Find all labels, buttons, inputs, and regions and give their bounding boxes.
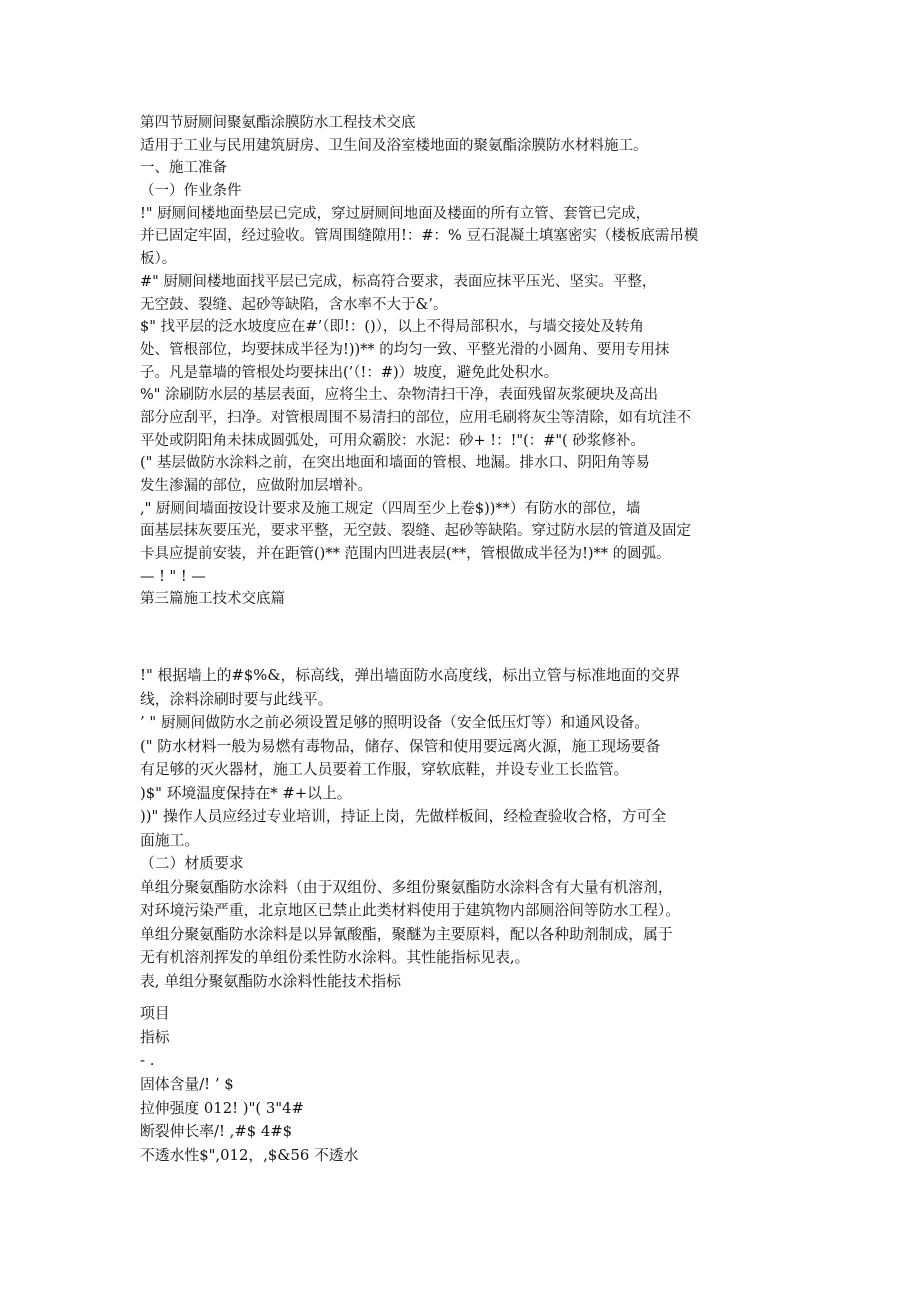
table-header-index: 指标 — [140, 1028, 170, 1046]
spec-table-text — [140, 1002, 780, 1168]
text-line: 无空鼓、裂缝、起砂等缺陷，含水率不大于&’。 — [140, 296, 448, 313]
table-caption: 表, 单组分聚氨酯防水涂料性能技术指标 — [140, 972, 401, 990]
text-line: 平处或阴阳角未抹成圆弧处，可用众霸胶：水泥：砂+ !：!"(：#"( 砂浆修补。 — [140, 432, 645, 449]
text-section-lower — [140, 664, 780, 993]
text-line: 并已固定牢固，经过验收。管周围缝隙用!：#：% 豆石混凝土填塞密实（楼板底需吊模 — [140, 228, 699, 245]
text-line: ))" 操作人员应经过专业培训，持证上岗，先做样板间，经检查验收合格，方可全 — [140, 808, 667, 825]
text-line: 单组分聚氨酯防水涂料（由于双组份、多组份聚氨酯防水涂料含有大量有机溶剂， — [140, 878, 673, 896]
subheading-conditions: （一）作业条件 — [140, 183, 242, 200]
text-line: (" 防水材料一般为易燃有毒物品，储存、保管和使用要远离火源，施工现场要备 — [140, 737, 661, 755]
running-header: 第三篇施工技术交底篇 — [140, 591, 285, 608]
text-line: 处、管根部位，均要抹成半径为!))** 的均匀一致、平整光滑的小圆角、要用专用抹 — [140, 341, 670, 358]
text-line: 无有机溶剂挥发的单组份柔性防水涂料。其性能指标见表,。 — [140, 949, 530, 966]
table-row: 拉伸强度 012! )"( 3"4# — [140, 1099, 304, 1117]
text-line: $" 找平层的泛水坡度应在#’（即!：()），以上不得局部积水，与墙交接处及转角 — [140, 319, 644, 336]
table-row: 断裂伸长率/! ,#$ 4#$ — [140, 1123, 293, 1141]
text-line: 部分应刮平，扫净。对管根周围不易清扫的部位，应用毛刷将灰尘等清除，如有坑洼不 — [140, 409, 691, 426]
text-line: ," 厨厕间墙面按设计要求及施工规定（四周至少上卷$))**）有防水的部位，墙 — [140, 500, 641, 517]
text-line: %" 涂刷防水层的基层表面，应将尘土、杂物清扫干净，表面残留灰浆硬块及高出 — [140, 387, 659, 404]
text-line: !" 厨厕间楼地面垫层已完成，穿过厨厕间地面及楼面的所有立管、套管已完成， — [140, 205, 651, 222]
text-line: 发生渗漏的部位，应做附加层增补。 — [140, 478, 372, 494]
subheading-materials: （二）材质要求 — [140, 855, 244, 872]
text-line: 卡具应提前安装，并在距管()** 范围内凹进表层(**，管根做成半径为!)** 的圆弧。 — [140, 546, 671, 563]
text-line: (" 基层做防水涂料之前，在突出地面和墙面的管根、地漏。排水口、阴阳角等易 — [140, 455, 650, 472]
heading-preparation: 一、施工准备 — [140, 160, 227, 177]
page-number: — ! " ! — — [140, 568, 206, 585]
text-line: #" 厨厕间楼地面找平层已完成，标高符合要求，表面应抹平压光、坚实。平整， — [140, 273, 657, 290]
section-title: 第四节厨厕间聚氨酯涂膜防水工程技术交底 — [140, 115, 416, 131]
scope-paragraph: 适用于工业与民用建筑厨房、卫生间及浴室楼地面的聚氨酯涂膜防水材料施工。 — [140, 137, 648, 154]
text-line: 面施工。 — [140, 831, 200, 849]
text-line: )$" 环境温度保持在* #+以上。 — [140, 784, 352, 802]
text-line: 单组分聚氨酯防水涂料是以异氰酸酯，聚醚为主要原料，配以各种助剂制成，属于 — [140, 925, 673, 943]
text-line: ’ " 厨厕间做防水之前必须设置足够的照明设备（安全低压灯等）和通风设备。 — [140, 714, 650, 731]
table-row: - . — [140, 1052, 155, 1070]
table-header-item: 项目 — [140, 1005, 170, 1022]
text-line: !" 根据墙上的#$%&，标高线，弹出墙面防水高度线，标出立管与标准地面的交界 — [140, 667, 681, 684]
text-line: 对环境污染严重，北京地区已禁止此类材料使用于建筑物内部厕浴间等防水工程）。 — [140, 902, 681, 919]
text-line: 面基层抹灰要压光，要求平整，无空鼓、裂缝、起砂等缺陷。穿过防水层的管道及固定 — [140, 523, 691, 540]
text-line: 子。凡是靠墙的管根处均要抹出(’（!：#)）坡度，避免此处积水。 — [140, 364, 559, 381]
text-line: 线，涂料涂刷时要与此线平。 — [140, 690, 333, 708]
table-row: 固体含量/! ’ $ — [140, 1076, 234, 1094]
text-section-upper — [140, 112, 780, 611]
text-line: 有足够的灭火器材，施工人员要着工作服，穿软底鞋，并设专业工长监管。 — [140, 761, 629, 778]
text-line: 板）。 — [140, 251, 177, 268]
table-row: 不透水性$",012，,$&56 不透水 — [140, 1147, 359, 1165]
